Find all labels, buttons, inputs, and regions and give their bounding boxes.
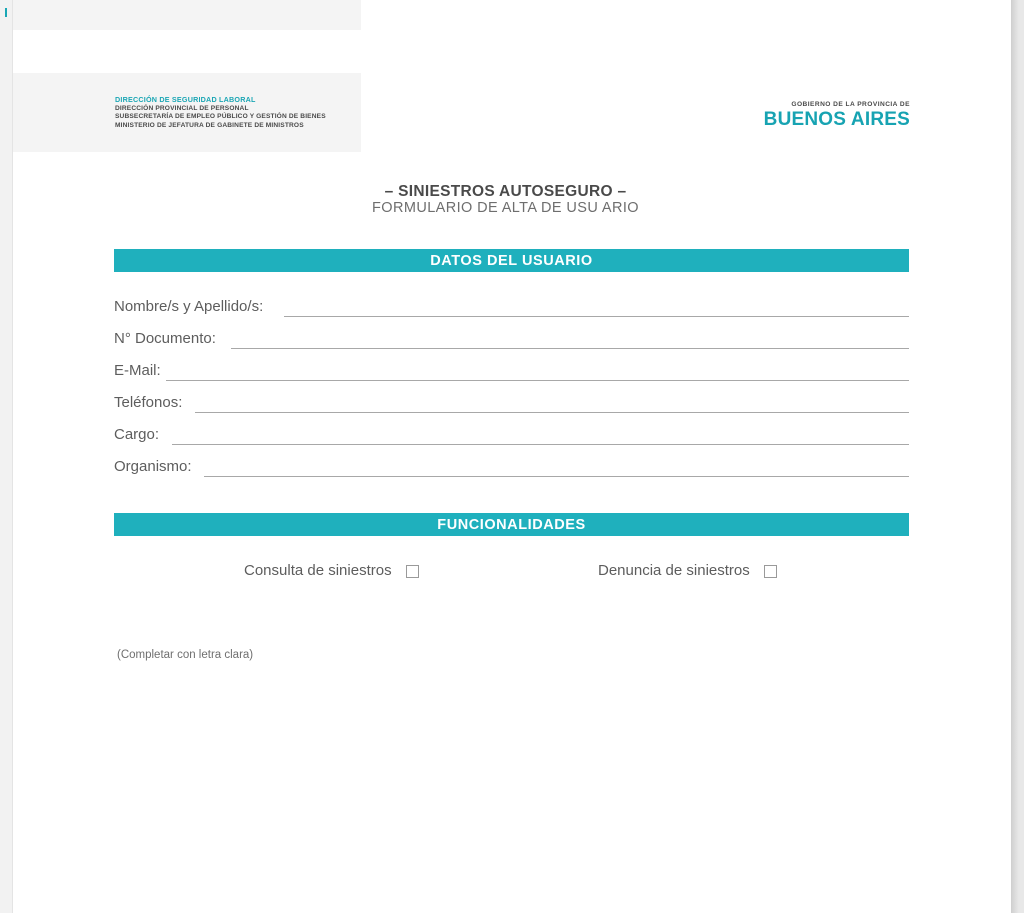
field-label-cargo: Cargo: bbox=[114, 426, 160, 443]
functionality-label-denuncia: Denuncia de siniestros bbox=[598, 562, 750, 579]
section-banner-datos-del-usuario: DATOS DEL USUARIO bbox=[114, 249, 909, 272]
org-line-4: MINISTERIO DE JEFATURA DE GABINETE DE MINISTROS bbox=[115, 121, 304, 129]
org-line-3: SUBSECRETARÍA DE EMPLEO PÚBLICO Y GESTIÓN DE BIENES bbox=[115, 113, 326, 121]
org-line-1: DIRECCIÓN DE SEGURIDAD LABORAL bbox=[115, 95, 256, 104]
field-input-telefonos[interactable] bbox=[195, 394, 909, 412]
checkbox-denuncia-de-siniestros[interactable] bbox=[764, 565, 777, 578]
functionality-denuncia bbox=[598, 562, 777, 579]
field-row-documento bbox=[114, 328, 909, 350]
field-row-nombre bbox=[114, 296, 909, 318]
field-input-email[interactable] bbox=[166, 362, 909, 380]
field-rule-documento bbox=[231, 348, 909, 349]
field-label-nombre: Nombre/s y Apellido/s: bbox=[114, 298, 264, 315]
field-label-documento: N° Documento: bbox=[114, 330, 216, 347]
field-label-email: E-Mail: bbox=[114, 362, 161, 379]
government-line-small: GOBIERNO DE LA PROVINCIA DE bbox=[791, 101, 910, 108]
field-row-telefonos bbox=[114, 392, 909, 414]
field-rule-organismo bbox=[204, 476, 909, 477]
form-note: (Completar con letra clara) bbox=[117, 649, 254, 661]
margin-tick-mark bbox=[5, 8, 7, 17]
field-row-cargo bbox=[114, 424, 909, 446]
field-input-nombre[interactable] bbox=[284, 298, 909, 316]
org-line-2: DIRECCIÓN PROVINCIAL DE PERSONAL bbox=[115, 104, 249, 112]
field-row-email bbox=[114, 360, 909, 382]
functionality-label-consulta: Consulta de siniestros bbox=[244, 562, 392, 579]
organization-header bbox=[115, 95, 415, 131]
section-banner-funcionalidades: FUNCIONALIDADES bbox=[114, 513, 909, 536]
field-input-documento[interactable] bbox=[231, 330, 909, 348]
checkbox-consulta-de-siniestros[interactable] bbox=[406, 565, 419, 578]
field-rule-cargo bbox=[172, 444, 909, 445]
government-logo bbox=[764, 101, 910, 131]
functionality-consulta bbox=[244, 562, 419, 579]
document-subtitle: FORMULARIO DE ALTA DE USU ARIO bbox=[372, 200, 639, 216]
page-top-strip bbox=[13, 0, 361, 30]
field-label-telefonos: Teléfonos: bbox=[114, 394, 183, 411]
page-edge-shadow bbox=[1011, 0, 1024, 913]
field-rule-email bbox=[166, 380, 909, 381]
field-row-organismo bbox=[114, 456, 909, 478]
government-line-big: BUENOS AIRES bbox=[763, 109, 910, 130]
page-left-margin bbox=[0, 0, 13, 913]
field-rule-nombre bbox=[284, 316, 909, 317]
field-rule-telefonos bbox=[195, 412, 909, 413]
document-title: – SINIESTROS AUTOSEGURO – bbox=[384, 183, 627, 200]
field-label-organismo: Organismo: bbox=[114, 458, 192, 475]
field-input-organismo[interactable] bbox=[204, 458, 909, 476]
field-input-cargo[interactable] bbox=[172, 426, 909, 444]
